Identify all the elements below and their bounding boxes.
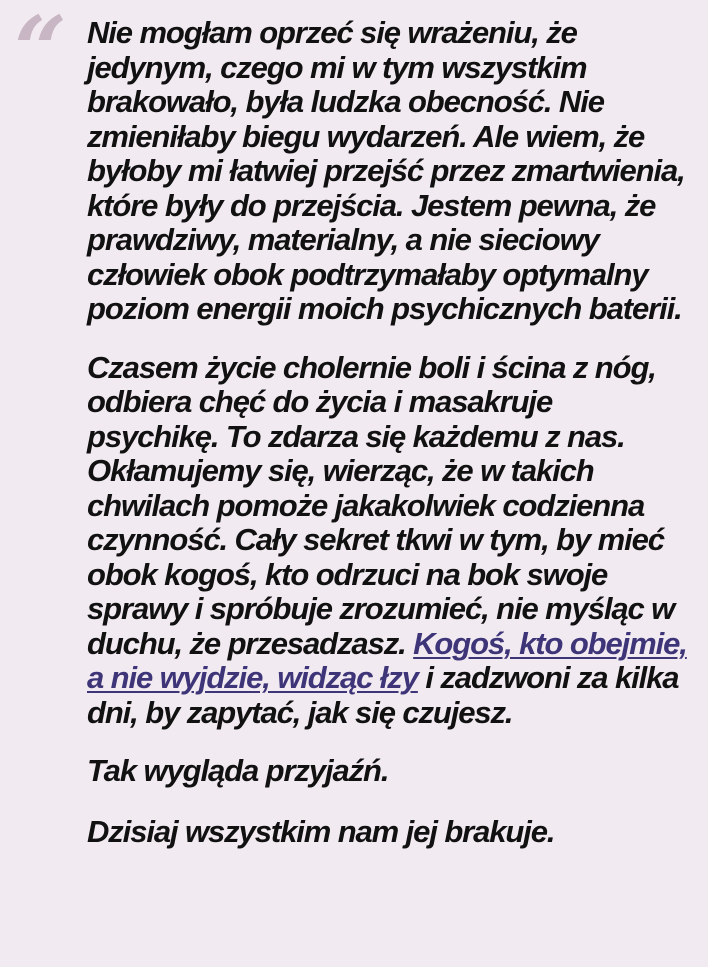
- paragraph-2: [87, 351, 687, 731]
- paragraph-1: Nie mogłam oprzeć się wrażeniu, że jedynym, czego mi w tym wszystkim brakowało, była ludzka obecność. Nie zmieniłaby biegu wydarzeń. Ale wiem, że byłoby mi łatwiej przejść przez zmartwienia, które były do przejścia. Jestem pewna, że prawdziwy, materialny, a nie sieciowy człowiek obok podtrzymałaby optymalny poziom energii moich psychicznych baterii.: [87, 15, 685, 326]
- quote-block: [87, 16, 687, 875]
- paragraph-2-text-end: i zadzwoni za kilka dni, by zapytać, jak się czujesz.: [87, 660, 679, 730]
- paragraph-2-text-start: Czasem życie cholernie boli i ścina z nóg, odbiera chęć do życia i masakruje psychikę. To zdarza się każdemu z nas. Okłamujemy się, wierząc, że w takich chwilach pomoże jakakolwiek codzienna czynność. Cały sekret tkwi w tym, by mieć obok kogoś, kto odrzuci na bok swoje sprawy i spróbuje zrozumieć, nie myśląc w duchu, że przesadzasz.: [87, 349, 675, 661]
- quote-link[interactable]: Kogoś, kto obejmie, a nie wyjdzie, widząc łzy: [87, 625, 687, 695]
- quote-mark-icon: “: [14, 0, 67, 104]
- paragraph-4: Dzisiaj wszystkim nam jej brakuje.: [87, 813, 555, 849]
- paragraph-3: Tak wygląda przyjaźń.: [87, 753, 389, 788]
